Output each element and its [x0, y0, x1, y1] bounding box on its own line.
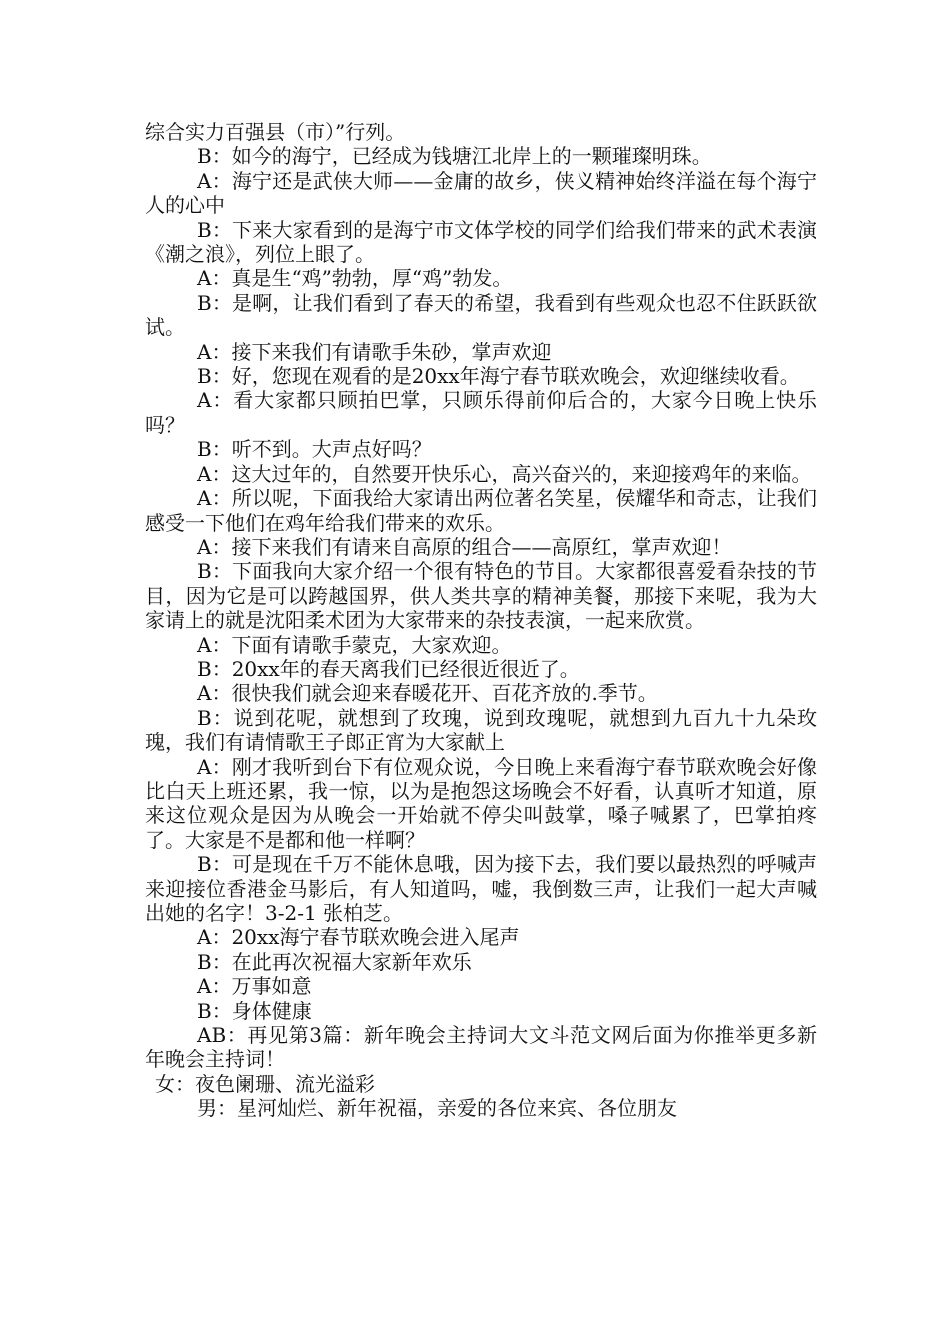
paragraph: B：是啊，让我们看到了春天的希望，我看到有些观众也忍不住跃跃欲试。 — [145, 290, 817, 340]
paragraph: A：看大家都只顾拍巴掌，只顾乐得前仰后合的，大家今日晚上快乐吗？ — [145, 388, 817, 437]
paragraph: B：下面我向大家介绍一个很有特色的节目。大家都很喜爱看杂技的节目，因为它是可以跨越国界，供人类共享的精神美餐，那接下来呢，我为大家请上的就是沈阳柔术团为大家带来的杂技表演，一起来欣赏。 — [145, 559, 817, 633]
paragraph: B：如今的海宁，已经成为钱塘江北岸上的一颗璀璨明珠。 — [197, 144, 712, 169]
paragraph: 综合实力百强县（市）”行列。 — [145, 120, 406, 144]
paragraph: A：接下来我们有请来自高原的组合——高原红，掌声欢迎！ — [197, 534, 732, 559]
paragraph: A：接下来我们有请歌手朱砂，掌声欢迎 — [197, 339, 552, 364]
paragraph: A：下面有请歌手蒙克，大家欢迎。 — [197, 632, 512, 657]
paragraph: A：20xx海宁春节联欢晚会进入尾声 — [197, 925, 520, 950]
paragraph: AB：再见第3篇：新年晚会主持词大文斗范文网后面为你推举更多新年晚会主持词！ — [145, 1023, 817, 1072]
paragraph: A：刚才我听到台下有位观众说，今日晚上来看海宁春节联欢晚会好像比白天上班还累，我一惊，以为是抱怨这场晚会不好看，认真听才知道，原来这位观众是因为从晚会一开始就不停尖叫鼓掌，嗓子喊累了，巴掌拍疼了。大家是不是都和他一样啊？ — [145, 754, 817, 852]
paragraph: A：海宁还是武侠大师——金庸的故乡，侠义精神始终洋溢在每个海宁人的心中 — [145, 168, 817, 218]
paragraph: B：说到花呢，就想到了玫瑰，说到玫瑰呢，就想到九百九十九朵玫瑰，我们有请情歌王子郎正宵为大家献上 — [145, 705, 817, 755]
paragraph: B：20xx年的春天离我们已经很近很近了。 — [197, 656, 580, 681]
paragraph: B：好，您现在观看的是20xx年海宁春节联欢晚会，欢迎继续收看。 — [197, 364, 800, 389]
paragraph: 男：星河灿烂、新年祝福，亲爱的各位来宾、各位朋友 — [197, 1096, 677, 1121]
paragraph: B：听不到。大声点好吗？ — [197, 437, 432, 462]
document-body — [145, 120, 817, 1121]
paragraph: B：可是现在千万不能休息哦，因为接下去，我们要以最热烈的呼喊声来迎接位香港金马影后，有人知道吗，嘘，我倒数三声，让我们一起大声喊出她的名字！3-2-1 张柏芝。 — [145, 852, 817, 925]
paragraph: B：在此再次祝福大家新年欢乐 — [197, 949, 472, 974]
paragraph: A：真是生“鸡”勃勃，厚“鸡”勃发。 — [197, 266, 513, 291]
paragraph: B：身体健康 — [197, 998, 312, 1023]
paragraph: A：所以呢，下面我给大家请出两位著名笑星，侯耀华和奇志，让我们感受一下他们在鸡年给我们带来的欢乐。 — [145, 486, 817, 535]
paragraph: A：很快我们就会迎来春暖花开、百花齐放的.季节。 — [197, 681, 658, 706]
paragraph: B：下来大家看到的是海宁市文体学校的同学们给我们带来的武术表演《潮之浪》，列位上眼了。 — [145, 217, 817, 267]
paragraph: A：万事如意 — [197, 974, 312, 999]
paragraph: A：这大过年的，自然要开快乐心，高兴奋兴的，来迎接鸡年的来临。 — [197, 461, 812, 486]
paragraph: 女：夜色阑珊、流光溢彩 — [155, 1071, 375, 1096]
